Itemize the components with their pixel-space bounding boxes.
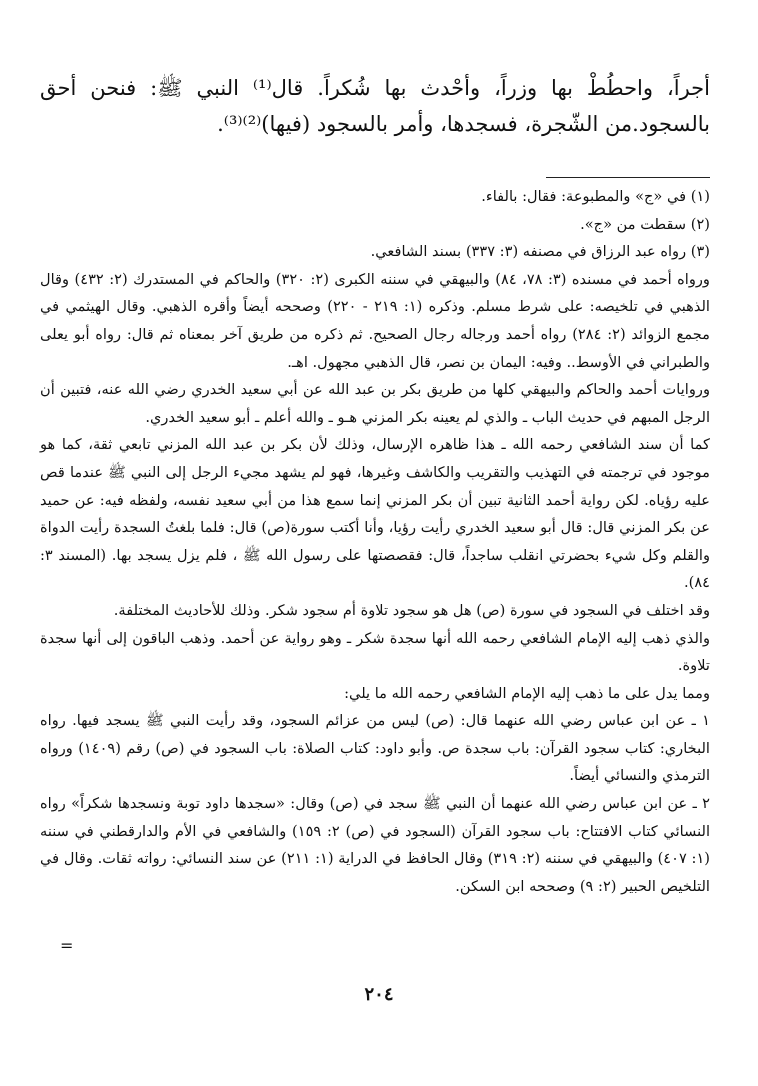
- footnote-paragraph: ومما يدل على ما ذهب إليه الإمام الشافعي رحمه الله ما يلي:: [344, 684, 710, 702]
- footnote-paragraph: كما أن سند الشافعي رحمه الله ـ هذا ظاهره الإرسال، وذلك لأن بكر بن عبد الله المزني تابعي ثقة، كما هو موجود في ترجمته في التهذيب والتقريب والكاشف وغيرها، فهو لم يشهد مجيء الرجل إلى النبي ﷺ عندما قص عليه رؤياه. لكن رواية أحمد الثانية تبين أن بكر المزني إنما سمع هذا من أبي سعيد نفسه، ولفظه فيه: عن حميد عن بكر المزني قال: قال أبو سعيد الخدري رأيت رؤيا، وأنا أكتب سورة(ص) قال: فلما بلغتُ السجدة رأيت الدواة والقلم وكل شيء بحضرتي انقلب ساجداً، قال: فقصصتها على رسول الله ﷺ ، فلم يزل يسجد بها. (المسند ٣: ٨٤).: [40, 436, 710, 592]
- page-number: ٢٠٤: [364, 984, 394, 1005]
- footnote-2: (٢) سقطت من «ج».: [580, 215, 710, 233]
- footnote-paragraph: والذي ذهب إليه الإمام الشافعي رحمه الله أنها سجدة شكر ـ وهو رواية عن أحمد. وذهب الباقون إلى أنها سجدة تلاوة.: [40, 629, 710, 675]
- footnote-paragraph: ١ ـ عن ابن عباس رضي الله عنهما قال: (ص) ليس من عزائم السجود، وقد رأيت النبي ﷺ يسجد فيها. رواه البخاري: كتاب سجود القرآن: باب سجدة ص. وأبو داود: كتاب الصلاة: باب السجود في (ص) رقم (١٤٠٩) ورواه الترمذي والنسائي أيضاً.: [40, 712, 710, 785]
- footnote-paragraph: وروايات أحمد والحاكم والبيهقي كلها من طريق بكر بن عبد الله عن أبي سعيد الخدري رضي الله عنه، فتبين أن الرجل المبهم في حديث الباب ـ والذي لم يعينه بكر المزني هـو ـ والله أعلم ـ أبو سعيد الخدري.: [40, 381, 710, 426]
- margin-mark: =: [60, 936, 74, 955]
- footnote-paragraph: وقد اختلف في السجود في سورة (ص) هل هو سجود تلاوة أم سجود شكر. وذلك للأحاديث المختلفة.: [113, 601, 710, 619]
- main-text: أجراً، واحطُطْ بها وزراً، وأحْدث بها شُكراً. قال⁽¹⁾ النبي ﷺ: فنحن أحق بالسجود.من الشّجرة، فسجدها، وأمر بالسجود (فيها)⁽²⁾⁽³⁾.: [40, 76, 710, 136]
- footnotes: [40, 183, 710, 900]
- footnote-3: (٣) رواه عبد الرزاق في مصنفه (٣: ٣٣٧) بسند الشافعي.: [370, 243, 710, 261]
- footnote-paragraph: ورواه أحمد في مسنده (٣: ٧٨، ٨٤) والبيهقي في سننه الكبرى (٢: ٣٢٠) والحاكم في المستدرك (٢: ٤٣٢) وقال الذهبي في تلخيصه: على شرط مسلم. وذكره (١: ٢١٩ - ٢٢٠) وصححه أيضاً وأقره الذهبي. وقال الهيثمي في مجمع الزوائد (٢: ٢٨٤) رواه أحمد ورجاله رجال الصحيح. ثم ذكره من طريق آخر بمعناه ثم قال: رواه أبو يعلى والطبراني في الأوسط.. وفيه: اليمان بن نصر، قال الذهبي مجهول. اهـ.: [40, 270, 710, 371]
- footnote-separator: [546, 177, 710, 178]
- footnote-paragraph: ٢ ـ عن ابن عباس رضي الله عنهما أن النبي ﷺ سجد في (ص) وقال: «سجدها داود توبة ونسجدها شكراً» رواه النسائي كتاب الافتتاح: باب سجود القرآن (السجود في (ص) ٢: ١٥٩) والشافعي في الأم والدارقطني في سننه (١: ٤٠٧) والبيهقي في سننه (٢: ٣١٩) وقال الحافظ في الدراية (١: ٢١١) عن سند النسائي: رواته ثقات. وقال في التلخيص الحبير (٢: ٩) وصححه ابن السكن.: [40, 795, 711, 895]
- footnote-1: (١) في «ج» والمطبوعة: فقال: بالفاء.: [481, 188, 710, 205]
